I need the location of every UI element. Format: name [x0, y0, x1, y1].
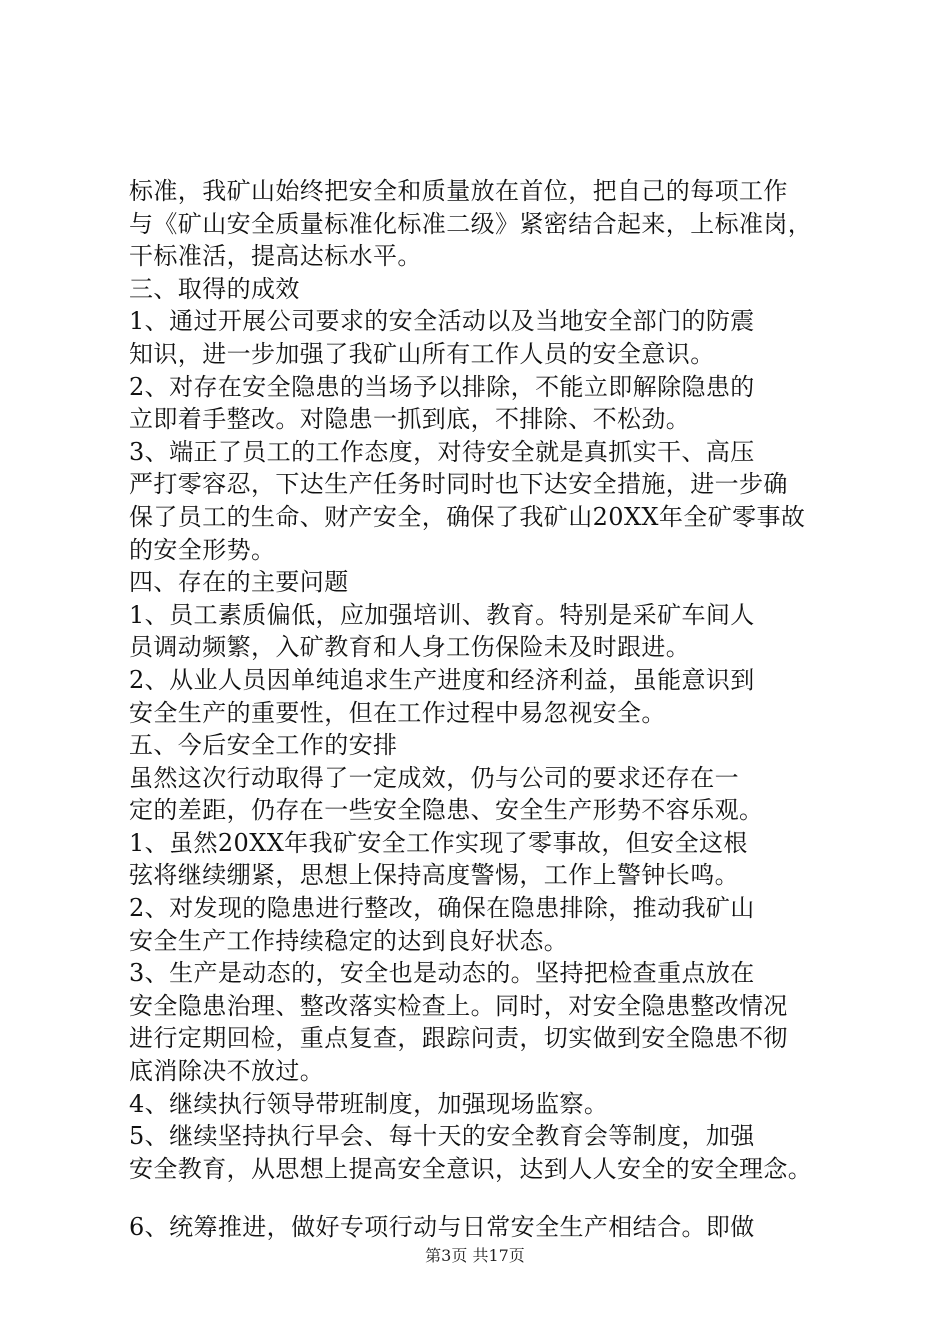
text-line: 定的差距，仍存在一些安全隐患、安全生产形势不容乐观。: [129, 796, 764, 825]
page-footer: 第3页 共17页: [425, 1246, 525, 1265]
text-line: 安全生产的重要性，但在工作过程中易忽视安全。: [129, 698, 666, 727]
text-line: 3、端正了员工的工作态度，对待安全就是真抓实干、高压: [129, 437, 755, 466]
paragraph-gap: [129, 1185, 841, 1211]
text-line: 3、生产是动态的，安全也是动态的。坚持把检查重点放在: [129, 959, 755, 988]
text-line: 5、继续坚持执行早会、每十天的安全教育会等制度，加强: [129, 1122, 755, 1151]
text-line: 2、从业人员因单纯追求生产进度和经济利益，虽能意识到: [129, 665, 755, 694]
text-line: 虽然这次行动取得了一定成效，仍与公司的要求还存在一: [129, 763, 739, 792]
text-line: 干标准活，提高达标水平。: [129, 242, 422, 271]
text-line: 6、统筹推进，做好专项行动与日常安全生产相结合。即做: [129, 1213, 755, 1242]
text-line: 1、虽然20XX年我矿安全工作实现了零事故，但安全这根: [129, 828, 748, 857]
section-heading: 四、存在的主要问题: [129, 568, 349, 597]
document-body: [129, 175, 841, 1244]
text-line: 安全教育，从思想上提高安全意识，达到人人安全的安全理念。: [129, 1154, 813, 1183]
text-line: 标准，我矿山始终把安全和质量放在首位，把自己的每项工作: [129, 177, 788, 205]
text-line: 4、继续执行领导带班制度，加强现场监察。: [129, 1089, 609, 1118]
text-line: 保了员工的生命、财产安全，确保了我矿山20XX年全矿零事故: [129, 502, 806, 531]
text-line: 员调动频繁，入矿教育和人身工伤保险未及时跟进。: [129, 633, 691, 662]
text-line: 底消除决不放过。: [129, 1057, 325, 1086]
text-line: 严打零容忍，下达生产任务时同时也下达安全措施，进一步确: [129, 470, 788, 499]
text-line: 知识，进一步加强了我矿山所有工作人员的安全意识。: [129, 339, 715, 368]
section-heading: 三、取得的成效: [129, 274, 300, 303]
text-line: 安全隐患治理、整改落实检查上。同时，对安全隐患整改情况: [129, 991, 788, 1020]
section-heading: 五、今后安全工作的安排: [129, 731, 398, 760]
text-line: 1、员工素质偏低，应加强培训、教育。特别是采矿车间人: [129, 600, 755, 629]
text-line: 2、对存在安全隐患的当场予以排除，不能立即解除隐患的: [129, 372, 755, 401]
text-line: 进行定期回检，重点复查，跟踪问责，切实做到安全隐患不彻: [129, 1024, 788, 1053]
text-line: 立即着手整改。对隐患一抓到底，不排除、不松劲。: [129, 405, 691, 434]
text-line: 安全生产工作持续稳定的达到良好状态。: [129, 926, 569, 955]
text-line: 与《矿山安全质量标准化标准二级》紧密结合起来，上标准岗，: [129, 209, 813, 238]
text-line: 弦将继续绷紧，思想上保持高度警惕，工作上警钟长鸣。: [129, 861, 739, 890]
text-line: 的安全形势。: [129, 535, 276, 564]
text-line: 1、通过开展公司要求的安全活动以及当地安全部门的防震: [129, 307, 755, 336]
text-line: 2、对发现的隐患进行整改，确保在隐患排除，推动我矿山: [129, 894, 755, 923]
